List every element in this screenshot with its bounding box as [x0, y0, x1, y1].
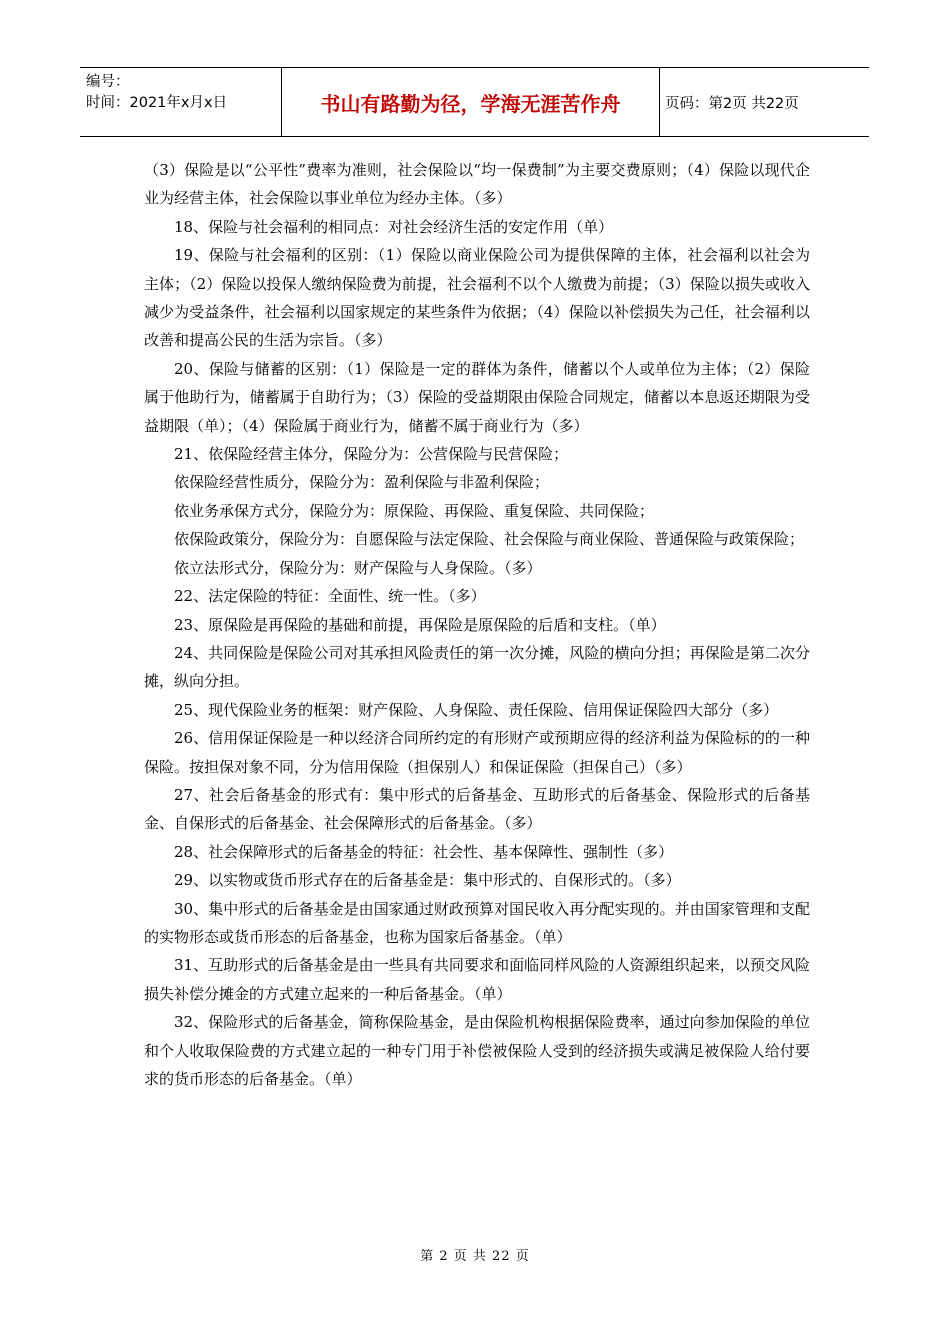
paragraph: 依保险政策分，保险分为：自愿保险与法定保险、社会保险与商业保险、普通保险与政策保险；	[174, 530, 805, 549]
paragraph: 24、共同保险是保险公司对其承担风险责任的第一次分摊，风险的横向分担；再保险是第二次分摊，纵向分担。	[144, 643, 810, 691]
document-body	[144, 156, 810, 1093]
header-time-label: 时间：2021年x月x日	[86, 95, 228, 111]
paragraph: 18、保险与社会福利的相同点：对社会经济生活的安定作用（单）	[174, 217, 614, 236]
header-page-info: 页码：第2页 共22页	[665, 95, 799, 112]
paragraph: （3）保险是以“公平性”费率为准则，社会保险以“均一保费制”为主要交费原则；（4）保险以现代企业为经营主体，社会保险以事业单位为经办主体。（多）	[144, 161, 810, 208]
paragraph: 依业务承保方式分，保险分为：原保险、再保险、重复保险、共同保险；	[174, 501, 655, 520]
paragraph: 23、原保险是再保险的基础和前提，再保险是原保险的后盾和支柱。（单）	[174, 615, 666, 634]
paragraph: 32、保险形式的后备基金，简称保险基金，是由保险机构根据保险费率，通过向参加保险的单位和个人收取保险费的方式建立起的一种专门用于补偿被保险人受到的经济损失或满足被保险人给付要求的货币形态的后备基金。（单）	[144, 1013, 810, 1088]
page-footer: 第 2 页 共 22 页	[420, 1249, 530, 1264]
paragraph: 依保险经营性质分，保险分为：盈利保险与非盈利保险；	[174, 473, 550, 492]
paragraph: 21、依保险经营主体分，保险分为：公营保险与民营保险；	[174, 445, 569, 464]
paragraph: 25、现代保险业务的框架：财产保险、人身保险、责任保险、信用保证保险四大部分（多）	[174, 700, 779, 719]
paragraph: 依立法形式分，保险分为：财产保险与人身保险。（多）	[174, 558, 542, 577]
page-header	[80, 67, 869, 137]
paragraph: 31、互助形式的后备基金是由一些具有共同要求和面临同样风险的人资源组织起来，以预交风险损失补偿分摊金的方式建立起来的一种后备基金。（单）	[144, 956, 810, 1003]
paragraph: 19、保险与社会福利的区别：（1）保险以商业保险公司为提供保障的主体，社会福利以社会为主体；（2）保险以投保人缴纳保险费为前提，社会福利不以个人缴费为前提；（3）保险以损失或收入减少为受益条件，社会福利以国家规定的某些条件为依据；（4）保险以补偿损失为己任，社会福利以改善和提高公民的生活为宗旨。（多）	[144, 246, 810, 350]
header-meta-cell	[80, 68, 282, 136]
paragraph: 28、社会保障形式的后备基金的特征：社会性、基本保障性、强制性（多）	[174, 842, 674, 861]
paragraph: 30、集中形式的后备基金是由国家通过财政预算对国民收入再分配实现的。并由国家管理和支配的实物形态或货币形态的后备基金，也称为国家后备基金。（单）	[144, 899, 810, 946]
header-number-label: 编号：	[86, 74, 130, 90]
header-motto: 书山有路勤为径，学海无涯苦作舟	[282, 68, 660, 136]
paragraph: 20、保险与储蓄的区别：（1）保险是一定的群体为条件，储蓄以个人或单位为主体；（2）保险属于他助行为，储蓄属于自助行为；（3）保险的受益期限由保险合同规定，储蓄以本息返还期限为受益期限（单）；（4）保险属于商业行为，储蓄不属于商业行为（多）	[144, 359, 810, 435]
paragraph: 22、法定保险的特征：全面性、统一性。（多）	[174, 587, 486, 606]
paragraph: 26、信用保证保险是一种以经济合同所约定的有形财产或预期应得的经济利益为保险标的的一种保险。按担保对象不同，分为信用保险（担保别人）和保证保险（担保自己）（多）	[144, 729, 810, 776]
paragraph: 27、社会后备基金的形式有：集中形式的后备基金、互助形式的后备基金、保险形式的后备基金、自保形式的后备基金、社会保障形式的后备基金。（多）	[144, 785, 810, 833]
paragraph: 29、以实物或货币形式存在的后备基金是：集中形式的、自保形式的。（多）	[174, 871, 681, 890]
